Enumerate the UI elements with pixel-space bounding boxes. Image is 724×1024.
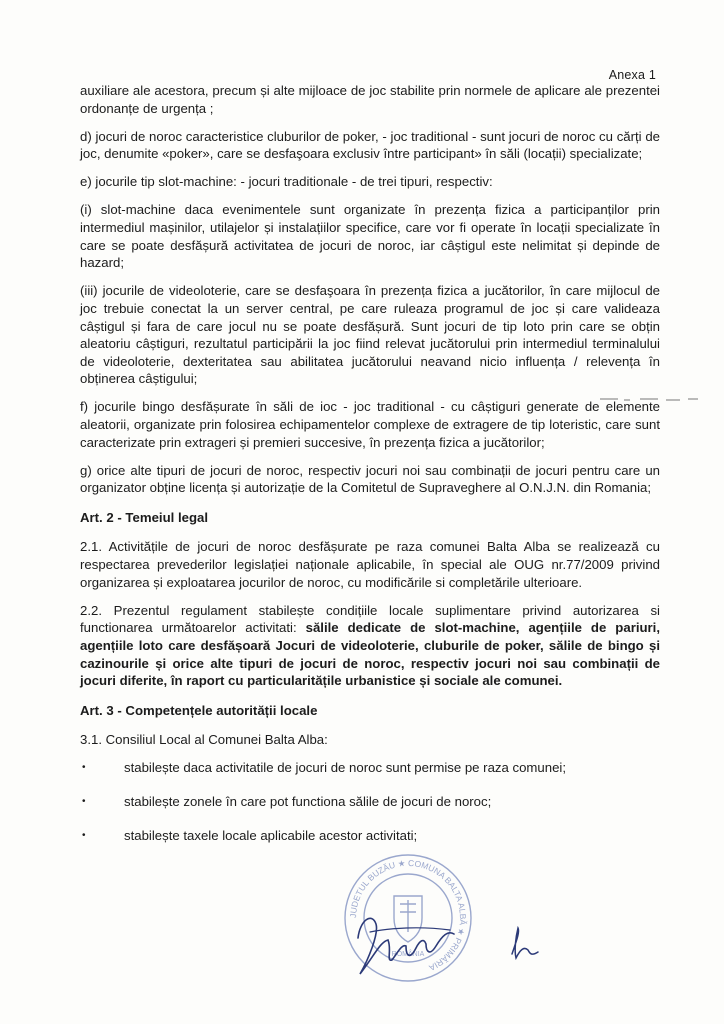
paragraph-f: f) jocurile bingo desfășurate în săli de ioc - joc traditional - cu câștiguri generate de elemente aleatorii, organizate prin folosirea echipamentelor complexe de extragere de tip loteristic, care sunt caracterizate prin extrageri și premieri succesive, în prezența fizica a jucătorilor;	[80, 399, 660, 450]
svg-text:JUDETUL BUZĂU ★ COMUNA BALTA A: JUDETUL BUZĂU ★ COMUNA BALTA ALBĂ ★ PRIMĂRIA	[347, 857, 469, 974]
initial-mark-icon	[506, 924, 546, 964]
paragraph-iii: (iii) jocurile de videoloterie, care se desfaşoara în prezența fizica a jucătorilor, în care mijlocul de joc trebuie conectat la un server central, pe care ruleaza programul de joc și care valideaza câștigul și fara de care jocul nu se poate desfășură. Sunt jocuri de tip loto prin care se obțin aleatoriu câștiguri, rezultatul participării la joc fiind relevat jucătorului prin intermediul terminalului de videoloterie, dexteritatea sau abilitatea jucătorului neavand nicio influența / relevența în obținerea câștigului;	[80, 283, 660, 387]
list-item-text: stabilește daca activitatile de jocuri de noroc sunt permise pe raza comunei;	[124, 760, 567, 776]
paragraph-i: (i) slot-machine daca evenimentele sunt organizate în prezența fizica a participanților prin intermediul mașinilor, utilajelor și instalațiilor specifice, care vor fi operate în locații specializate în care se poate desfășură activitatea de jocuri de noroc, iar câștigul este nelimitat și depinde de hazard;	[80, 202, 660, 271]
annex-label: Anexa 1	[608, 68, 656, 82]
paragraph-d: d) jocuri de noroc caracteristice cluburilor de poker, - joc traditional - sunt jocuri de noroc cu cărți de joc, denumite «poker», care se desfaşoara exclusiv între participant» în săli (locații) specializate;	[80, 128, 660, 162]
art3-heading: Art. 3 - Competențele autorității locale	[80, 702, 318, 718]
list-item	[80, 759, 660, 777]
paragraph-g: g) orice alte tipuri de jocuri de noroc, respectiv jocuri noi sau combinații de jocuri pentru care un organizator obține licența și autorizație de la Comitetul de Supraveghere al O.N.J.N. din Romania;	[80, 462, 660, 496]
document-body	[80, 82, 660, 860]
paragraph-continuation: auxiliare ale acestora, precum și alte mijloace de joc stabilite prin normele de aplicare ale prezentei ordonanțe de urgența ;	[80, 83, 660, 116]
art2-paragraph-2	[80, 602, 660, 690]
signature-icon	[330, 890, 500, 980]
list-item	[80, 827, 660, 845]
art2-paragraph-1: 2.1. Activitățile de jocuri de noroc desfășurate pe raza comunei Balta Alba se realizează cu respectarea prevederilor legislației naționale aplicabile, în special ale OUG nr.77/2009 privind organizarea și exploatarea jocurilor de noroc, cu modificările si completările ulterioare.	[80, 539, 660, 590]
paragraph-e: e) jocurile tip slot-machine: - jocuri traditionale - de trei tipuri, respectiv:	[80, 174, 493, 190]
list-item-text: stabilește zonele în care pot functiona sălile de jocuri de noroc;	[124, 794, 492, 809]
art2-heading: Art. 2 - Temeiul legal	[80, 509, 208, 525]
bullet-icon: •	[82, 829, 86, 841]
art2-p2-text: 2.2. Prezentul regulament stabilește condițiile locale suplimentare privind autorizarea si functionarea următoarelor activitati:	[80, 602, 660, 636]
bullet-icon: •	[82, 762, 86, 774]
bullet-icon: •	[82, 796, 86, 807]
art2-p2-bold-text: sălile dedicate de slot-machine, agențiile de pariuri, agențiile loto care desfășoară Jocuri de videoloterie, cluburile de poker, sălile de bingo și cazinourile și orice alte tipuri de jocuri de noroc, respectiv jocuri noi sau combinații de jocuri diferite, în raport cu particularitățile urbanistice și sociale ale comunei.	[80, 620, 660, 689]
list-item	[80, 793, 660, 811]
svg-text:ROMÂNIA: ROMÂNIA	[391, 951, 425, 958]
list-item-text: stabilește taxele locale aplicabile acestor activitati;	[124, 827, 418, 843]
art3-paragraph-1: 3.1. Consiliul Local al Comunei Balta Alba:	[80, 732, 328, 748]
scan-artifact	[600, 395, 700, 403]
